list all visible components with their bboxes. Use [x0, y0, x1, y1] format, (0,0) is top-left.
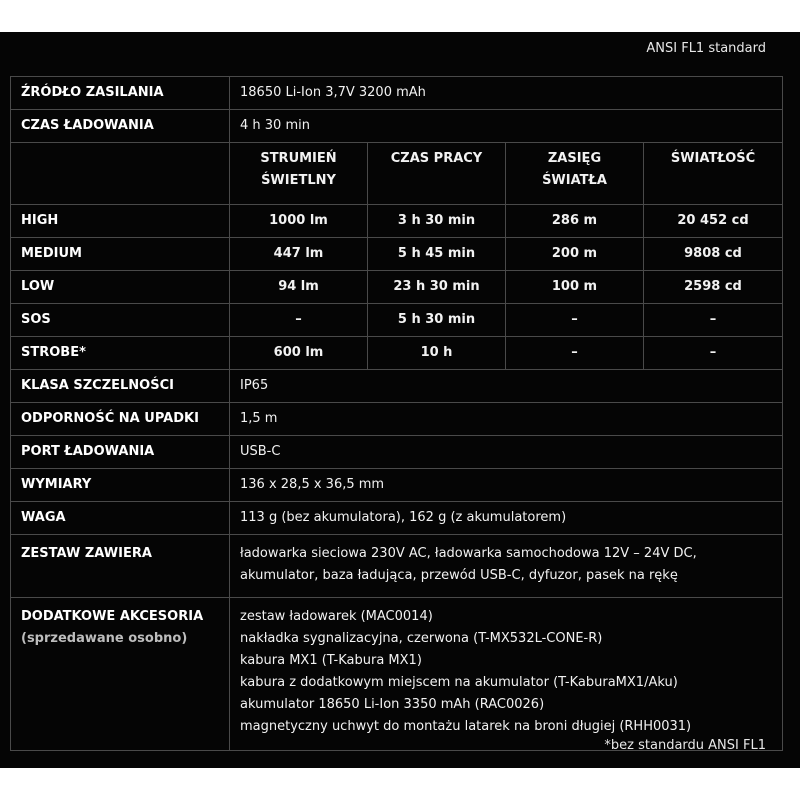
- mode-lumen: 1000 lm: [230, 205, 368, 238]
- mode-row: [11, 205, 783, 238]
- mode-range: 286 m: [506, 205, 644, 238]
- mode-name: LOW: [11, 271, 230, 304]
- table-row: [11, 469, 783, 502]
- kit-line: akumulator, baza ładująca, przewód USB-C, dyfuzor, pasek na rękę: [240, 568, 678, 583]
- spec-value: 113 g (bez akumulatora), 162 g (z akumulatorem): [230, 502, 783, 535]
- mode-range: –: [506, 304, 644, 337]
- mode-range: 200 m: [506, 238, 644, 271]
- mode-row: [11, 271, 783, 304]
- mode-intensity: –: [644, 337, 783, 370]
- table-row: [11, 535, 783, 598]
- empty-header-cell: [11, 143, 230, 205]
- spec-label: WYMIARY: [11, 469, 230, 502]
- spec-value: 136 x 28,5 x 36,5 mm: [230, 469, 783, 502]
- kit-line: ładowarka sieciowa 230V AC, ładowarka samochodowa 12V – 24V DC,: [240, 546, 697, 561]
- accessories-list: [230, 598, 783, 751]
- table-row: [11, 77, 783, 110]
- spec-label: CZAS ŁADOWANIA: [11, 110, 230, 143]
- mode-lumen: –: [230, 304, 368, 337]
- spec-value: 4 h 30 min: [230, 110, 783, 143]
- accessory-item: magnetyczny uchwyt do montażu latarek na broni długiej (RHH0031): [240, 719, 692, 734]
- accessories-label-cell: [11, 598, 230, 751]
- mode-range: –: [506, 337, 644, 370]
- table-row: [11, 502, 783, 535]
- mode-intensity: –: [644, 304, 783, 337]
- footnote: *bez standardu ANSI FL1: [604, 738, 766, 753]
- mode-runtime: 5 h 30 min: [368, 304, 506, 337]
- mode-runtime: 5 h 45 min: [368, 238, 506, 271]
- mode-runtime: 3 h 30 min: [368, 205, 506, 238]
- accessory-item: nakładka sygnalizacyjna, czerwona (T-MX532L-CONE-R): [240, 631, 603, 646]
- accessory-item: kabura MX1 (T-Kabura MX1): [240, 653, 422, 668]
- accessories-sublabel: (sprzedawane osobno): [21, 631, 188, 646]
- mode-header-row: [11, 143, 783, 205]
- spec-label: PORT ŁADOWANIA: [11, 436, 230, 469]
- header-runtime: CZAS PRACY: [368, 143, 506, 205]
- header-range: ZASIĘG ŚWIATŁA: [506, 143, 644, 205]
- mode-range: 100 m: [506, 271, 644, 304]
- mode-name: MEDIUM: [11, 238, 230, 271]
- kit-label: ZESTAW ZAWIERA: [11, 535, 230, 598]
- header-lumen: STRUMIEŃ ŚWIETLNY: [230, 143, 368, 205]
- spec-label: WAGA: [11, 502, 230, 535]
- accessory-item: akumulator 18650 Li-Ion 3350 mAh (RAC0026): [240, 697, 545, 712]
- mode-lumen: 600 lm: [230, 337, 368, 370]
- spec-value: 18650 Li-Ion 3,7V 3200 mAh: [230, 77, 783, 110]
- spec-label: ODPORNOŚĆ NA UPADKI: [11, 403, 230, 436]
- mode-lumen: 447 lm: [230, 238, 368, 271]
- table-row: [11, 436, 783, 469]
- mode-intensity: 2598 cd: [644, 271, 783, 304]
- spec-value: USB-C: [230, 436, 783, 469]
- spec-table: [10, 76, 783, 751]
- mode-row: [11, 304, 783, 337]
- table-row: [11, 598, 783, 751]
- mode-row: [11, 337, 783, 370]
- mode-intensity: 20 452 cd: [644, 205, 783, 238]
- mode-name: STROBE*: [11, 337, 230, 370]
- mode-lumen: 94 lm: [230, 271, 368, 304]
- spec-value: 1,5 m: [230, 403, 783, 436]
- mode-runtime: 23 h 30 min: [368, 271, 506, 304]
- table-row: [11, 110, 783, 143]
- kit-contents: [230, 535, 783, 598]
- header-intensity: ŚWIATŁOŚĆ: [644, 143, 783, 205]
- ansi-standard-note: ANSI FL1 standard: [646, 41, 766, 56]
- mode-row: [11, 238, 783, 271]
- accessory-item: kabura z dodatkowym miejscem na akumulator (T-KaburaMX1/Aku): [240, 675, 678, 690]
- table-row: [11, 403, 783, 436]
- mode-intensity: 9808 cd: [644, 238, 783, 271]
- table-row: [11, 370, 783, 403]
- spec-value: IP65: [230, 370, 783, 403]
- mode-name: HIGH: [11, 205, 230, 238]
- mode-name: SOS: [11, 304, 230, 337]
- accessories-label: DODATKOWE AKCESORIA: [21, 609, 204, 624]
- spec-panel: [0, 32, 800, 768]
- accessory-item: zestaw ładowarek (MAC0014): [240, 609, 433, 624]
- spec-label: ŹRÓDŁO ZASILANIA: [11, 77, 230, 110]
- mode-runtime: 10 h: [368, 337, 506, 370]
- spec-label: KLASA SZCZELNOŚCI: [11, 370, 230, 403]
